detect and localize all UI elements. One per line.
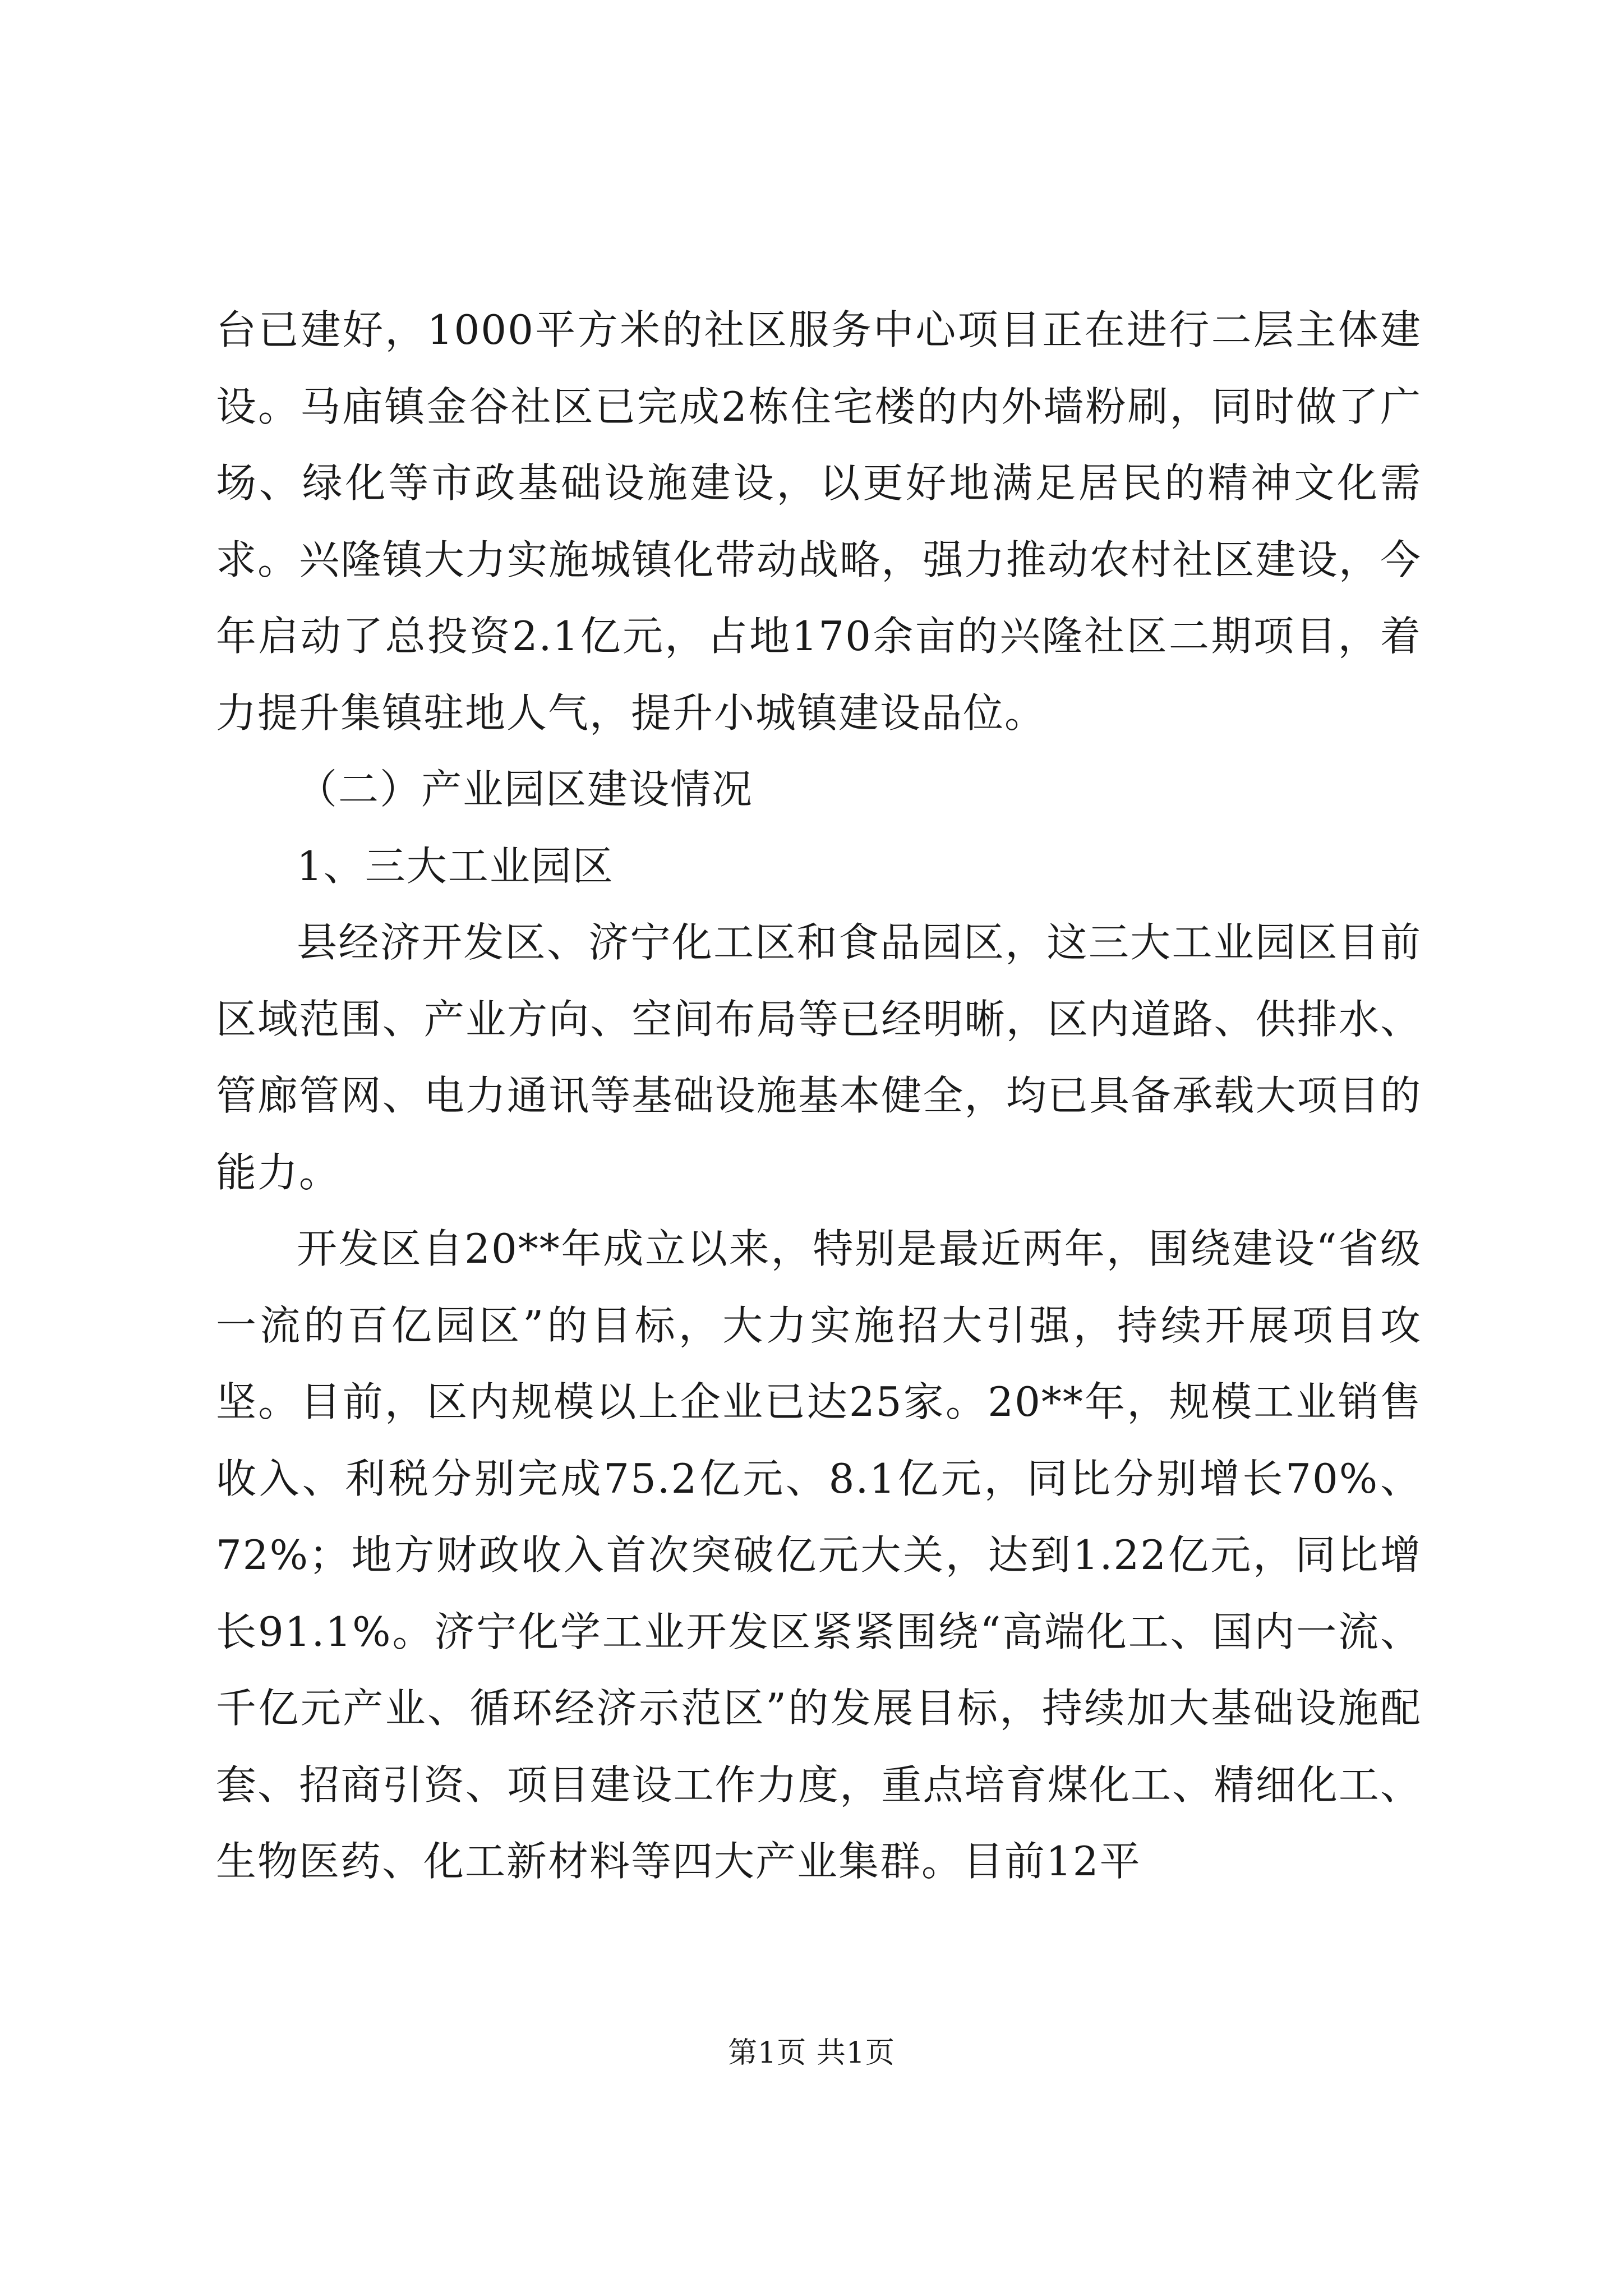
subsection-heading-three-parks: 1、三大工业园区 bbox=[297, 842, 614, 890]
paragraph-development-zone: 开发区自20**年成立以来，特别是最近两年，围绕建设“省级一流的百亿园区”的目标，大力实施招大引强，持续开展项目攻坚。目前，区内规模以上企业已达25家。20**年，规模工业销售收入、利税分别完成75.2亿元、8.1亿元，同比分别增长70%、72%；地方财政收入首次突破亿元大关，达到1.22亿元，同比增长91.1%。济宁化学工业开发区紧紧围绕“高端化工、国内一流、千亿元产业、循环经济示范区”的发展目标，持续加大基础设施配套、招商引资、项目建设工作力度，重点培育煤化工、精细化工、生物医药、化工新材料等四大产业集群。目前12平 bbox=[216, 1225, 1422, 1885]
section-heading-industrial-parks: （二）产业园区建设情况 bbox=[297, 766, 754, 813]
page-footer: 第1页 共1页 bbox=[728, 2036, 895, 2070]
paragraph-three-parks-overview: 县经济开发区、济宁化工区和食品园区，这三大工业园区目前区域范围、产业方向、空间布局等已经明晰，区内道路、供排水、管廊管网、电力通讯等基础设施基本健全，均已具备承载大项目的能力。 bbox=[216, 919, 1422, 1196]
document-body bbox=[216, 292, 1422, 1900]
paragraph-community-construction: 台已建好，1000平方米的社区服务中心项目正在进行二层主体建设。马庙镇金谷社区已完成2栋住宅楼的内外墙粉刷，同时做了广场、绿化等市政基础设施建设，以更好地满足居民的精神文化需求。兴隆镇大力实施城镇化带动战略，强力推动农村社区建设，今年启动了总投资2.1亿元，占地170余亩的兴隆社区二期项目，着力提升集镇驻地人气，提升小城镇建设品位。 bbox=[216, 306, 1422, 737]
